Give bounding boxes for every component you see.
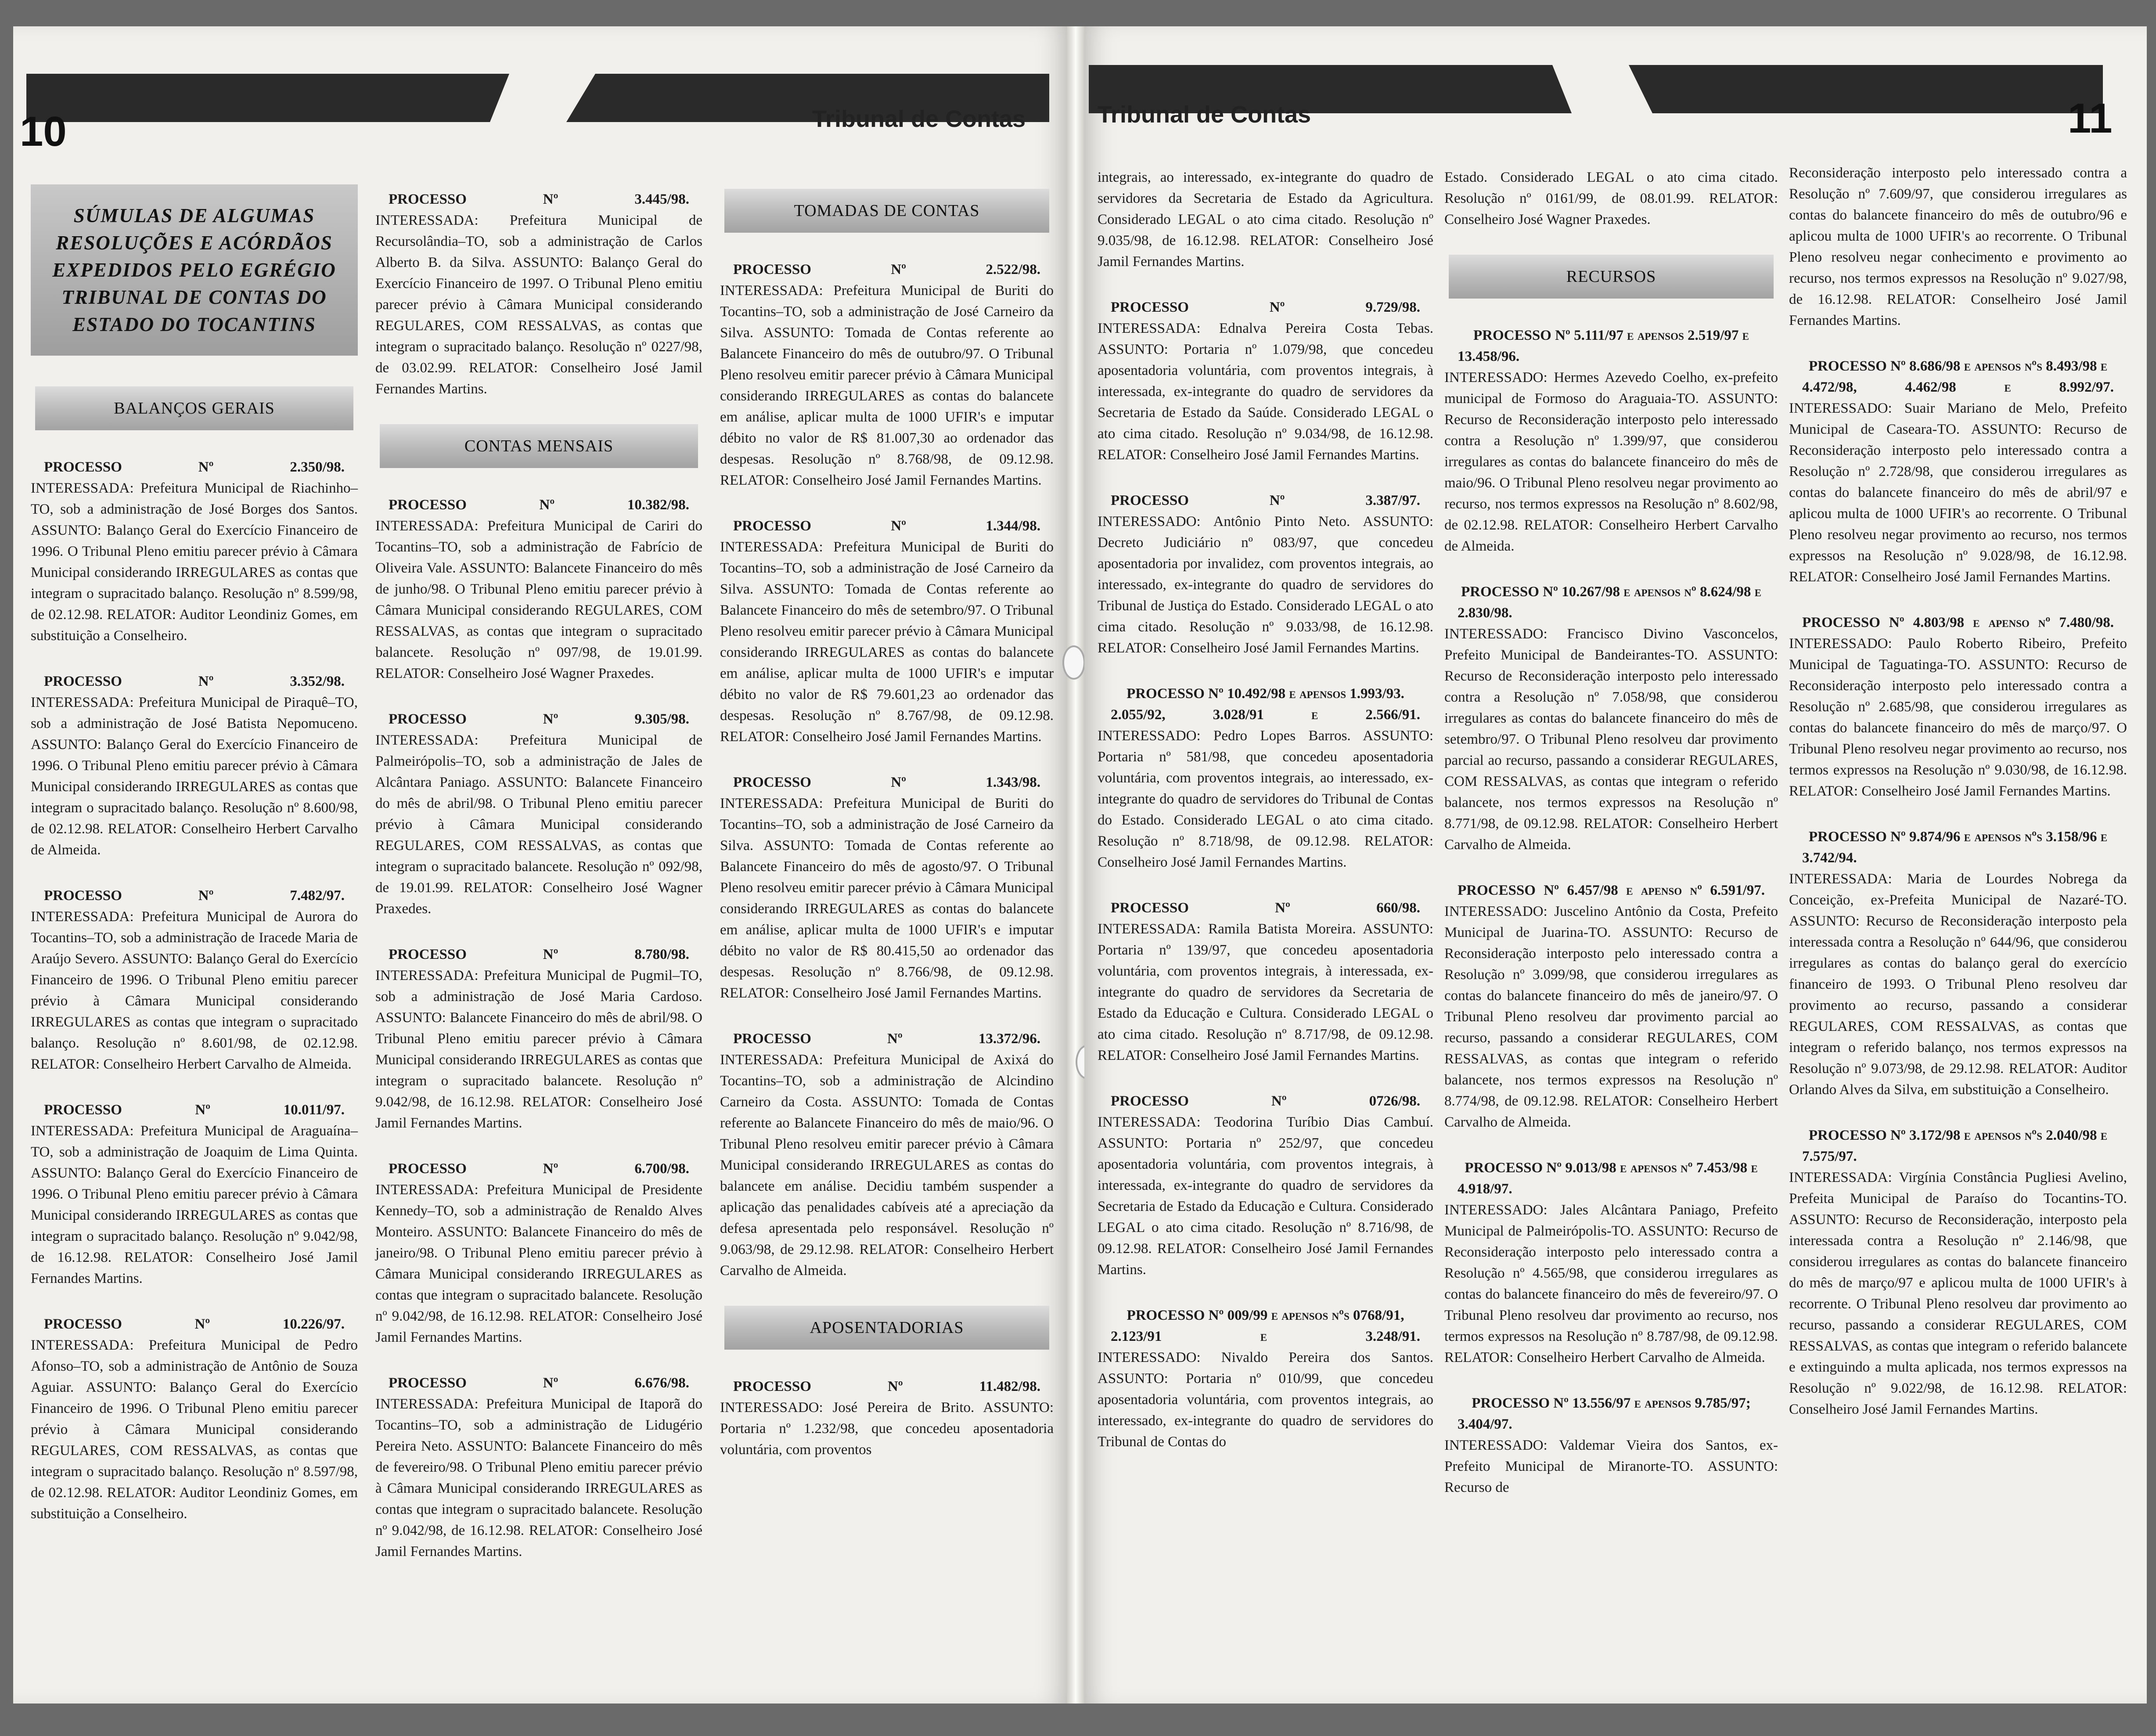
process-heading: PROCESSO Nº 10.382/98. xyxy=(389,497,689,513)
process-body: INTERESSADO: Valdemar Vieira dos Santos, ex-Prefeito Municipal de Miranorte-TO. ASSUNTO: Recurso de xyxy=(1444,1437,1778,1495)
continued-text: integrais, ao interessado, ex-integrante do quadro de servidores da Secretaria de Estado da Agricultura. Considerado LEGAL o ato cima citado. Resolução nº 9.035/98, de 16.12.98. RELATOR: Conselheiro José Jamil Fernandes Martins. xyxy=(1098,169,1433,270)
process-body: INTERESSADO: Suair Mariano de Melo, Prefeito Municipal de Caseara-TO. ASSUNTO: Recurso de Reconsideração interposto pelo interessado contra a Resolução nº 2.728/98, que considerou irregulares as contas do balancete financeiro do mês de abril/97 e aplicou multa de 1000 UFIR's ao recorrente. O Tribunal Pleno resolveu negar provimento ao recurso, nos termos expressos na Resolução nº 9.028/98, de 16.12.98. RELATOR: Conselheiro José Jamil Fernandes Martins. xyxy=(1789,400,2127,585)
section-aposentadorias: APOSENTADORIAS xyxy=(724,1306,1049,1350)
process-heading: PROCESSO Nº 1.344/98. xyxy=(733,518,1040,534)
process-heading: PROCESSO Nº 9.305/98. xyxy=(389,711,689,727)
process-body: INTERESSADA: Prefeitura Municipal de Buriti do Tocantins–TO, sob a administração de José Carneiro da Silva. ASSUNTO: Tomada de Contas referente ao Balancete Financeiro do mês de agosto/97. O Tribunal Pleno resolveu emitir parecer prévio à Câmara Municipal considerando IRREGULARES as contas do balancete em análise, aplicar multa de 1000 UFIR's e imputar débito no valor de R$ 80.415,50 ao ordenador das despesas. Resolução nº 8.766/98, de 09.12.98. RELATOR: Conselheiro José Jamil Fernandes Martins. xyxy=(720,796,1054,1001)
process-heading: PROCESSO Nº 10.267/98 e apensos nº 8.624/98 e 2.830/98. xyxy=(1458,584,1761,621)
process-body: INTERESSADA: Ednalva Pereira Costa Tebas. ASSUNTO: Portaria nº 1.079/98, que concedeu aposentadoria voluntária, com proventos integrais, à interessada, ex-integrante do quadro de servidores da Secretaria de Estado da Saúde. Considerado LEGAL o ato cima citado. Resolução nº 9.034/98, de 16.12.98. RELATOR: Conselheiro José Jamil Fernandes Martins. xyxy=(1098,321,1433,463)
process-body: INTERESSADA: Prefeitura Municipal de Pedro Afonso–TO, sob a administração de Antônio de Souza Aguiar. ASSUNTO: Balanço Geral do Exercício Financeiro de 1996. O Tribunal Pleno emitiu parecer prévio à Câmara Municipal considerando REGULARES, COM RESSALVAS, as contas que integram o supracitado balanço. Resolução nº 8.597/98, de 02.12.98. RELATOR: Auditor Leondiniz Gomes, em substituição a Conselheiro. xyxy=(31,1337,358,1522)
page-number: 10 xyxy=(20,108,67,155)
staple-top xyxy=(1062,645,1085,680)
header-bar-right xyxy=(1629,65,2103,113)
process-heading: PROCESSO Nº 6.700/98. xyxy=(389,1161,689,1177)
process-heading: PROCESSO Nº 660/98. xyxy=(1111,900,1420,916)
left-page xyxy=(13,26,1067,1704)
process-body: INTERESSADA: Prefeitura Municipal de Pugmil–TO, sob a administração de José Maria Cardoso. ASSUNTO: Balancete Financeiro do mês de abril/98. O Tribunal Pleno emitiu parecer prévio à Câmara Municipal considerando IRREGULARES as contas que integram o supracitado balancete. Resolução nº 9.042/98, de 16.12.98. RELATOR: Conselheiro José Jamil Fernandes Martins. xyxy=(375,968,702,1131)
left-column-2 xyxy=(375,189,702,1587)
right-column-3 xyxy=(1789,162,2127,1444)
process-heading: PROCESSO Nº 10.492/98 e apensos 1.993/93. 2.055/92, 3.028/91 e 2.566/91. xyxy=(1111,686,1420,723)
process-body: INTERESSADA: Prefeitura Municipal de Axixá do Tocantins–TO, sob a administração de Alcindino Carneiro da Costa. ASSUNTO: Tomada de Contas referente ao Balancete Financeiro do mês de maio/96. O Tribunal Pleno resolveu emitir parecer prévio à Câmara Municipal considerando IRREGULARES as contas do balancete em análise. Decidiu também suspender a aplicação das penalidades cabíveis até a apreciação da defesa apresentada pelo responsável. Resolução nº 9.063/98, de 29.12.98. RELATOR: Conselheiro Herbert Carvalho de Almeida. xyxy=(720,1052,1054,1279)
header-title: Tribunal de Contas xyxy=(1098,101,1311,128)
process-heading: PROCESSO Nº 2.522/98. xyxy=(733,262,1040,277)
continued-text: Estado. Considerado LEGAL o ato cima citado. Resolução nº 0161/99, de 08.01.99. RELATOR: Conselheiro José Wagner Praxedes. xyxy=(1444,169,1778,227)
item-list xyxy=(31,457,358,1524)
process-heading: PROCESSO Nº 13.556/97 e apensos 9.785/97; 3.404/97. xyxy=(1458,1395,1751,1432)
process-body: INTERESSADO: José Pereira de Brito. ASSUNTO: Portaria nº 1.232/98, que concedeu aposentadoria voluntária, com proventos xyxy=(720,1400,1054,1458)
item-list xyxy=(375,189,702,400)
process-heading: PROCESSO Nº 5.111/97 e apensos 2.519/97 e 13.458/96. xyxy=(1458,328,1749,364)
process-heading: PROCESSO Nº 8.780/98. xyxy=(389,947,689,962)
item-list xyxy=(720,259,1054,1281)
process-body: INTERESSADA: Teodorina Turíbio Dias Cambuí. ASSUNTO: Portaria nº 252/97, que concedeu aposentadoria voluntária, com proventos integrais, à interessada, ex-integrante do quadro de servidores da Secretaria de Estado da Educação e Cultura. Considerado LEGAL o ato cima citado. Resolução nº 8.716/98, de 09.12.98. RELATOR: Conselheiro José Jamil Fernandes Martins. xyxy=(1098,1114,1433,1278)
right-column-2 xyxy=(1444,167,1778,1523)
item-list xyxy=(1098,297,1433,1452)
process-body: INTERESSADA: Prefeitura Municipal de Recursolândia–TO, sob a administração de Carlos Alberto B. da Silva. ASSUNTO: Balanço Geral do Exercício Financeiro de 1997. O Tribunal Pleno emitiu parecer prévio à Câmara Municipal considerando REGULARES, COM RESSALVAS, as contas que integram o supracitado balanço. Resolução nº 0227/98, de 03.02.99. RELATOR: Conselheiro José Jamil Fernandes Martins. xyxy=(375,212,702,397)
process-body: INTERESSADO: Nivaldo Pereira dos Santos. ASSUNTO: Portaria nº 010/99, que concedeu aposentadoria voluntária, com proventos integrais, ao interessado, ex-integrante do quadro de servidores do Tribunal de Contas do xyxy=(1098,1350,1433,1450)
section-tomadas-de-contas: TOMADAS DE CONTAS xyxy=(724,189,1049,233)
process-body: INTERESSADA: Prefeitura Municipal de Araguaína–TO, sob a administração de Joaquim de Lima Quinta. ASSUNTO: Balanço Geral do Exercício Financeiro de 1996. O Tribunal Pleno emitiu parecer prévio à Câmara Municipal considerando IRREGULARES as contas que integram o supracitado balanço. Resolução nº 9.042/98, de 16.12.98. RELATOR: Conselheiro José Jamil Fernandes Martins. xyxy=(31,1123,358,1286)
process-heading: PROCESSO Nº 9.729/98. xyxy=(1111,299,1420,315)
process-body: INTERESSADO: Paulo Roberto Ribeiro, Prefeito Municipal de Taguatinga-TO. ASSUNTO: Recurso de Reconsideração interposto pelo interessado contra a Resolução nº 2.685/98, que considerou irregulares as contas do balancete financeiro do mês de março/97. O Tribunal Pleno resolveu negar provimento ao recurso, nos termos expressos na Resolução nº 9.030/98, de 16.12.98. RELATOR: Conselheiro José Jamil Fernandes Martins. xyxy=(1789,636,2127,799)
process-heading: PROCESSO Nº 10.011/97. xyxy=(44,1102,345,1118)
process-body: INTERESSADA: Prefeitura Municipal de Presidente Kennedy–TO, sob a administração de Renaldo Alves Monteiro. ASSUNTO: Balancete Financeiro do mês de janeiro/98. O Tribunal Pleno emitiu parecer prévio à Câmara Municipal considerando IRREGULARES as contas que integram o supracitado balancete. Resolução nº 9.042/98, de 16.12.98. RELATOR: Conselheiro José Jamil Fernandes Martins. xyxy=(375,1182,702,1345)
process-body: INTERESSADA: Prefeitura Municipal de Cariri do Tocantins–TO, sob a administração de Fabrício de Oliveira Vale. ASSUNTO: Balancete Financeiro do mês de junho/98. O Tribunal Pleno emitiu parecer prévio à Câmara Municipal considerando REGULARES, COM RESSALVAS, as contas que integram o supracitado balancete. Resolução nº 097/98, de 19.01.99. RELATOR: Conselheiro José Wagner Praxedes. xyxy=(375,518,702,681)
process-heading: PROCESSO Nº 0726/98. xyxy=(1111,1093,1420,1109)
process-heading: PROCESSO Nº 11.482/98. xyxy=(733,1379,1040,1394)
right-column-1 xyxy=(1098,167,1433,1477)
left-column-3 xyxy=(720,184,1054,1485)
item-list xyxy=(375,494,702,1562)
process-heading: PROCESSO Nº 009/99 e apensos nºs 0768/91, 2.123/91 e 3.248/91. xyxy=(1111,1307,1420,1344)
item-list xyxy=(1444,325,1778,1498)
item-list xyxy=(1789,356,2127,1420)
process-heading: PROCESSO Nº 7.482/97. xyxy=(44,888,345,904)
process-body: INTERESSADA: Virgínia Constância Pugliesi Avelino, Prefeita Municipal de Paraíso do Tocantins-TO. ASSUNTO: Recurso de Reconsideração, interposto pela interessada contra a Resolução nº 2.146/98, que considerou irregulares as contas do balancete financeiro do mês de março/97 e aplicou multa de 1000 UFIR's à recorrente. O Tribunal Pleno resolveu dar provimento ao recurso, passando a considerar REGULARES, COM RESSALVAS, as contas que integram o referido balancete e extinguindo a multa aplicada, nos termos expressos na Resolução nº 9.022/98, de 16.12.98. RELATOR: Conselheiro José Jamil Fernandes Martins. xyxy=(1789,1170,2127,1417)
section-balancos-gerais: BALANÇOS GERAIS xyxy=(35,386,353,430)
process-heading: PROCESSO Nº 1.343/98. xyxy=(733,774,1040,790)
section-recursos: RECURSOS xyxy=(1449,255,1774,299)
item-list xyxy=(720,1376,1054,1460)
page-number: 11 xyxy=(2068,95,2113,142)
header-bar-left xyxy=(26,74,509,122)
process-body: INTERESSADA: Prefeitura Municipal de Piraquê–TO, sob a administração de José Batista Nepomuceno. ASSUNTO: Balanço Geral do Exercício Financeiro de 1996. O Tribunal Pleno emitiu parecer prévio à Câmara Municipal considerando IRREGULARES as contas que integram o supracitado balanço. Resolução nº 8.600/98, de 02.12.98. RELATOR: Conselheiro Herbert Carvalho de Almeida. xyxy=(31,695,358,858)
process-heading: PROCESSO Nº 6.676/98. xyxy=(389,1375,689,1391)
process-heading: PROCESSO Nº 2.350/98. xyxy=(44,459,345,475)
process-heading: PROCESSO Nº 13.372/96. xyxy=(733,1031,1040,1047)
process-body: INTERESSADA: Prefeitura Municipal de Buriti do Tocantins–TO, sob a administração de José Carneiro da Silva. ASSUNTO: Tomada de Contas referente ao Balancete Financeiro do mês de setembro/97. O Tribunal Pleno resolveu emitir parecer prévio à Câmara Municipal considerando IRREGULARES as contas do balancete em análise, aplicar multa de 1000 UFIR's e imputar débito no valor de R$ 79.601,23 ao ordenador das despesas. Resolução nº 8.767/98, de 09.12.98. RELATOR: Conselheiro José Jamil Fernandes Martins. xyxy=(720,539,1054,745)
title-box: SÚMULAS DE ALGUMAS RESOLUÇÕES E ACÓRDÃOS EXPEDIDOS PELO EGRÉGIO TRIBUNAL DE CONTAS DO ESTADO DO TOCANTINS xyxy=(31,184,358,356)
process-body: INTERESSADO: Juscelino Antônio da Costa, Prefeito Municipal de Juarina-TO. ASSUNTO: Recurso de Reconsideração interposto pelo interessado contra a Resolução nº 3.099/98, que considerou irregulares as contas do balancete financeiro do mês de janeiro/97. O Tribunal Pleno resolveu dar provimento parcial ao recurso, passando a considerar REGULARES, COM RESSALVAS, as contas que integram o referido balancete, nos termos expressos na Resolução nº 8.774/98, de 09.12.98. RELATOR: Conselheiro Herbert Carvalho de Almeida. xyxy=(1444,904,1778,1130)
header-title: Tribunal de Contas xyxy=(812,106,1026,132)
process-body: INTERESSADA: Prefeitura Municipal de Palmeirópolis–TO, sob a administração de Jales de Alcântara Paniago. ASSUNTO: Balancete Financeiro do mês de abril/98. O Tribunal Pleno emitiu parecer prévio à Câmara Municipal considerando REGULARES, COM RESSALVAS, as contas que integram o supracitado balancete. Resolução nº 092/98, de 19.01.99. RELATOR: Conselheiro José Wagner Praxedes. xyxy=(375,732,702,917)
process-heading: PROCESSO Nº 10.226/97. xyxy=(44,1316,345,1332)
process-body: INTERESSADO: Hermes Azevedo Coelho, ex-prefeito municipal de Formoso do Araguaia-TO. ASSUNTO: Recurso de Reconsideração interposto pelo interessado contra a Resolução nº 1.399/97, que considerou irregulares as contas do balancete financeiro do mês de maio/96. O Tribunal Pleno resolveu negar provimento ao recurso, nos termos expressos na Resolução nº 8.602/98, de 02.12.98. RELATOR: Conselheiro Herbert Carvalho de Almeida. xyxy=(1444,370,1778,554)
continued-text: Reconsideração interposto pelo interessado contra a Resolução nº 7.609/97, que considerou irregulares as contas do balancete financeiro do mês de outubro/96 e aplicou multa de 1000 UFIR's ao recorrente. O Tribunal Pleno resolveu negar conhecimento e provimento ao recurso, nos termos expressos na Resolução nº 9.027/98, de 16.12.98. RELATOR: Conselheiro José Jamil Fernandes Martins. xyxy=(1789,165,2127,328)
process-heading: PROCESSO Nº 9.874/96 e apensos nºs 3.158/96 e 3.742/94. xyxy=(1802,829,2108,866)
process-heading: PROCESSO Nº 3.445/98. xyxy=(389,191,689,207)
process-body: INTERESSADA: Maria de Lourdes Nobrega da Conceição, ex-Prefeita Municipal de Nazaré-TO. ASSUNTO: Recurso de Reconsideração interposto pela interessada contra a Resolução nº 644/96, que considerou irregulares as contas do balanço geral do exercício financeiro de 1993. O Tribunal Pleno resolveu dar provimento ao recurso, passando a considerar REGULARES, COM RESSALVAS, as contas que integram o referido balanço, nos termos expressos na Resolução nº 9.073/98, de 29.12.98. RELATOR: Auditor Orlando Alves da Silva, em substituição a Conselheiro. xyxy=(1789,871,2127,1098)
process-body: INTERESSADA: Prefeitura Municipal de Riachinho–TO, sob a administração de José Borges dos Santos. ASSUNTO: Balanço Geral do Exercício Financeiro de 1996. O Tribunal Pleno emitiu parecer prévio à Câmara Municipal considerando IRREGULARES as contas que integram o supracitado balanço. Resolução nº 8.599/98, de 02.12.98. RELATOR: Auditor Leondiniz Gomes, em substituição a Conselheiro. xyxy=(31,480,358,644)
process-body: INTERESSADO: Antônio Pinto Neto. ASSUNTO: Decreto Judiciário nº 083/97, que concedeu aposentadoria por invalidez, com proventos integrais, ao interessado, ex-integrante do quadro de servidores do Tribunal de Justiça do Estado. Considerado LEGAL o ato cima citado. Resolução nº 9.033/98, de 16.12.98. RELATOR: Conselheiro José Jamil Fernandes Martins. xyxy=(1098,514,1433,656)
right-page xyxy=(1084,26,2147,1704)
process-body: INTERESSADA: Ramila Batista Moreira. ASSUNTO: Portaria nº 139/97, que concedeu aposentadoria voluntária, com proventos integrais, à interessada, ex-integrante do quadro de servidores da Secretaria de Estado da Educação e Cultura. Considerado LEGAL o ato cima citado. Resolução nº 8.717/98, de 09.12.98. RELATOR: Conselheiro José Jamil Fernandes Martins. xyxy=(1098,921,1433,1063)
process-body: INTERESSADO: Francisco Divino Vasconcelos, Prefeito Municipal de Bandeirantes-TO. ASSUNTO: Recurso de Reconsideração interposto pelo interessado contra a Resolução nº 7.058/98, que considerou irregulares as contas do balancete financeiro do mês de setembro/97. O Tribunal Pleno resolveu dar provimento parcial ao recurso, passando a considerar REGULARES, COM RESSALVAS, as contas que integram o referido balancete, nos termos expressos na Resolução nº 8.771/98, de 09.12.98. RELATOR: Conselheiro Herbert Carvalho de Almeida. xyxy=(1444,626,1778,853)
process-heading: PROCESSO Nº 9.013/98 e apensos nº 7.453/98 e 4.918/97. xyxy=(1458,1160,1758,1197)
process-heading: PROCESSO Nº 6.457/98 e apenso nº 6.591/97. xyxy=(1458,882,1765,898)
process-body: INTERESSADO: Pedro Lopes Barros. ASSUNTO: Portaria nº 581/98, que concedeu aposentadoria voluntária, com proventos integrais, ao interessado, ex-integrante do quadro de servidores do Tribunal de Contas do Estado. Considerado LEGAL o ato cima citado. Resolução nº 8.718/98, de 09.12.98. RELATOR: Conselheiro José Jamil Fernandes Martins. xyxy=(1098,728,1433,870)
process-body: INTERESSADA: Prefeitura Municipal de Buriti do Tocantins–TO, sob a administração de José Carneiro da Silva. ASSUNTO: Tomada de Contas referente ao Balancete Financeiro do mês de outubro/97. O Tribunal Pleno resolveu emitir parecer prévio à Câmara Municipal considerando IRREGULARES as contas do balancete em análise, aplicar multa de 1000 UFIR's e imputar débito no valor de R$ 81.007,30 ao ordenador das despesas. Resolução nº 8.768/98, de 09.12.98. RELATOR: Conselheiro José Jamil Fernandes Martins. xyxy=(720,283,1054,488)
process-body: INTERESSADA: Prefeitura Municipal de Itaporã do Tocantins–TO, sob a administração de Lidugério Pereira Neto. ASSUNTO: Balancete Financeiro do mês de fevereiro/98. O Tribunal Pleno emitiu parecer prévio à Câmara Municipal considerando IRREGULARES as contas que integram o supracitado balancete. Resolução nº 9.042/98, de 16.12.98. RELATOR: Conselheiro José Jamil Fernandes Martins. xyxy=(375,1396,702,1560)
process-body: INTERESSADA: Prefeitura Municipal de Aurora do Tocantins–TO, sob a administração de Iracede Maria de Araújo Severo. ASSUNTO: Balanço Geral do Exercício Financeiro de 1996. O Tribunal Pleno emitiu parecer prévio à Câmara Municipal considerando IRREGULARES as contas que integram o supracitado balanço. Resolução nº 8.601/98, de 02.12.98. RELATOR: Conselheiro Herbert Carvalho de Almeida. xyxy=(31,909,358,1072)
process-heading: PROCESSO Nº 3.352/98. xyxy=(44,674,345,689)
process-heading: PROCESSO Nº 4.803/98 e apenso nº 7.480/98. xyxy=(1802,615,2114,630)
section-contas-mensais: CONTAS MENSAIS xyxy=(380,424,698,468)
left-column-1 xyxy=(31,184,358,1549)
gutter xyxy=(1067,26,1084,1704)
process-heading: PROCESSO Nº 8.686/98 e apensos nºs 8.493/98 e 4.472/98, 4.462/98 e 8.992/97. xyxy=(1802,358,2114,395)
process-heading: PROCESSO Nº 3.387/97. xyxy=(1111,493,1420,508)
process-heading: PROCESSO Nº 3.172/98 e apensos nºs 2.040/98 e 7.575/97. xyxy=(1802,1127,2108,1164)
process-body: INTERESSADO: Jales Alcântara Paniago, Prefeito Municipal de Palmeirópolis-TO. ASSUNTO: Recurso de Reconsideração interposto pelo interessado contra a Resolução nº 4.565/98, que considerou irregulares as contas do balancete financeiro do mês de fevereiro/97. O Tribunal Pleno resolveu dar provimento ao recurso, nos termos expressos na Resolução nº 8.787/98, de 09.12.98. RELATOR: Conselheiro Herbert Carvalho de Almeida. xyxy=(1444,1202,1778,1365)
